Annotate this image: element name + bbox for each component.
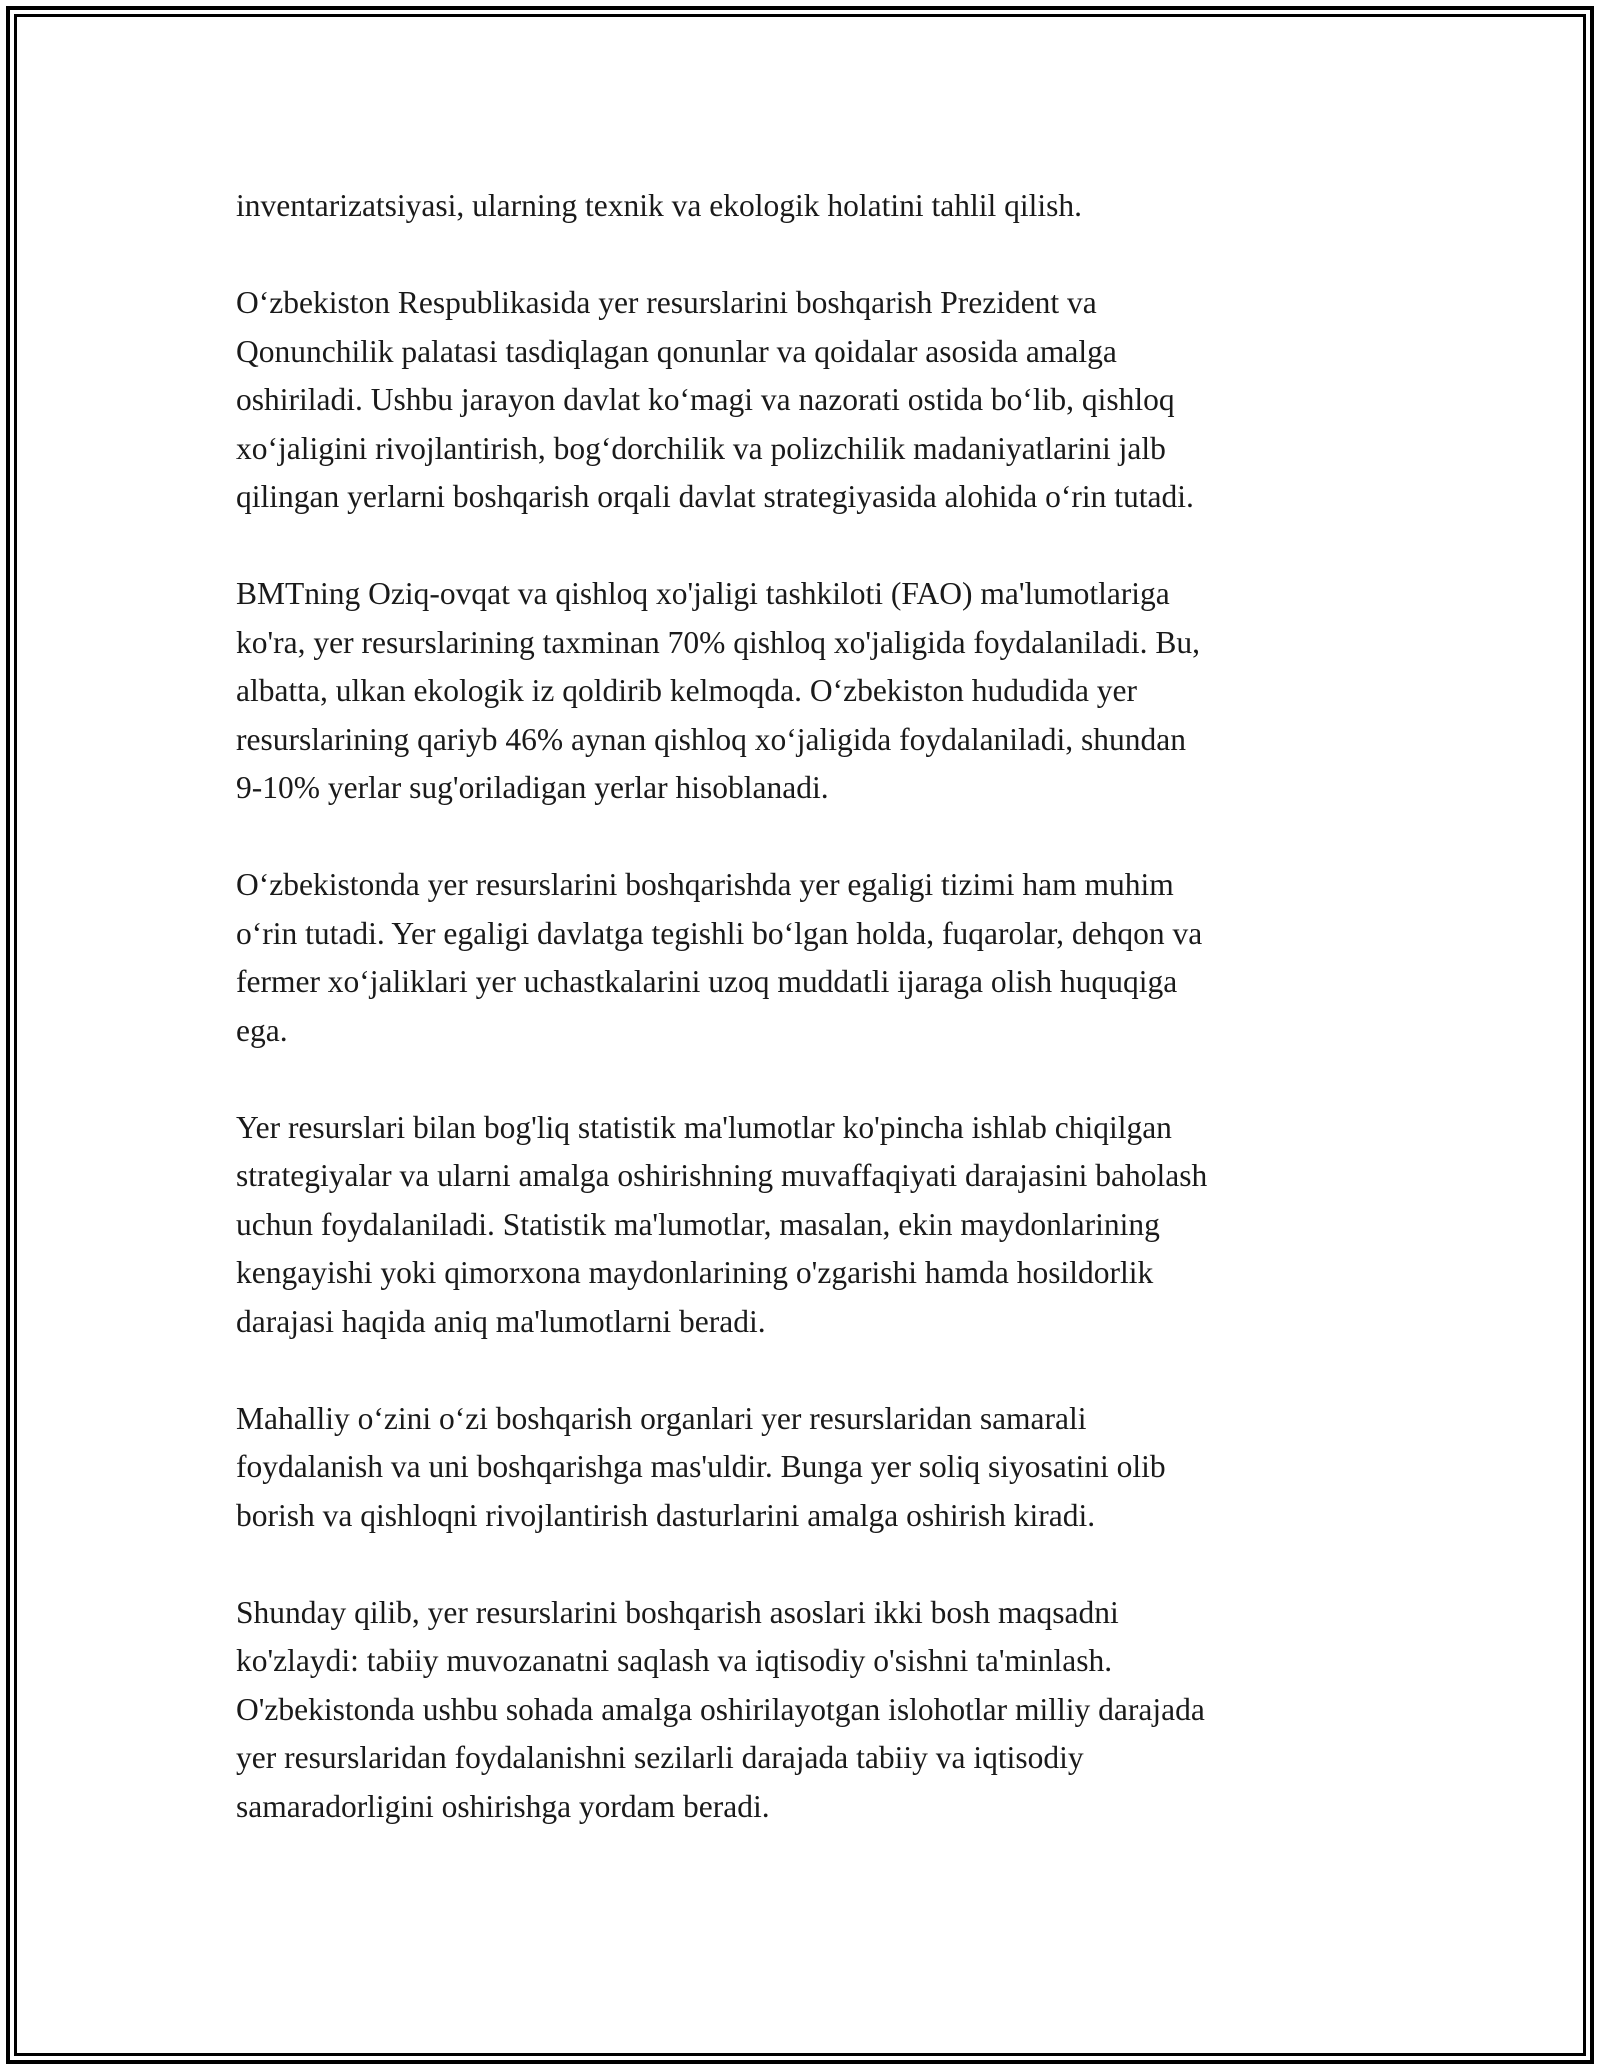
paragraph-land-ownership: O‘zbekistonda yer resurslarini boshqarishda yer egaligi tizimi ham muhim o‘rin tutadi. Yer egaligi davlatga tegishli bo‘lgan holda, fuqarolar, dehqon va fermer xo‘jaliklari yer uchastkalarini uzoq muddatli ijaraga olish huquqiga ega. (236, 867, 1203, 1048)
paragraph-continuation: inventarizatsiyasi, ularning texnik va ekologik holatini tahlil qilish. (236, 188, 1082, 223)
paragraph-local-government: Mahalliy o‘zini o‘zi boshqarish organlari yer resurslaridan samarali foydalanish va uni boshqarishga mas'uldir. Bunga yer soliq siyosatini olib borish va qishloqni rivojlantirish dasturlarini amalga oshirish kiradi. (236, 1400, 1166, 1533)
paragraph-statistical-data: Yer resurslari bilan bog'liq statistik ma'lumotlar ko'pincha ishlab chiqilgan strategiyalar va ularni amalga oshirishning muvaffaqiyati darajasini baholash uchun foydalaniladi. Statistik ma'lumotlar, masalan, ekin maydonlarining kengayishi yoki qimorxona maydonlarining o'zgarishi hamda hosildorlik darajasi haqida aniq ma'lumotlarni beradi. (236, 1109, 1208, 1339)
paragraph-fao-statistics: BMTning Oziq-ovqat va qishloq xo'jaligi tashkiloti (FAO) ma'lumotlariga ko'ra, yer resurslarining taxminan 70% qishloq xo'jaligida foydalaniladi. Bu, albatta, ulkan ekologik iz qoldirib kelmoqda. O‘zbekiston hududida yer resurslarining qariyb 46% aynan qishloq xo‘jaligida foydalaniladi, shundan 9-10% yerlar sug'oriladigan yerlar hisoblanadi. (236, 576, 1201, 805)
document-body (236, 182, 1372, 1831)
paragraph-legal-basis: O‘zbekiston Respublikasida yer resurslarini boshqarish Prezident va Qonunchilik palatasi tasdiqlagan qonunlar va qoidalar asosida amalga oshiriladi. Ushbu jarayon davlat ko‘magi va nazorati ostida bo‘lib, qishloq xo‘jaligini rivojlantirish, bog‘dorchilik va polizchilik madaniyatlarini jalb qilingan yerlarni boshqarish orqali davlat strategiyasida alohida o‘rin tutadi. (236, 285, 1194, 514)
paragraph-conclusion: Shunday qilib, yer resurslarini boshqarish asoslari ikki bosh maqsadni ko'zlaydi: tabiiy muvozanatni saqlash va iqtisodiy o'sishni ta'minlash. O'zbekistonda ushbu sohada amalga oshirilayotgan islohotlar milliy darajada yer resurslaridan foydalanishni sezilarli darajada tabiiy va iqtisodiy samaradorligini oshirishga yordam beradi. (236, 1594, 1205, 1824)
